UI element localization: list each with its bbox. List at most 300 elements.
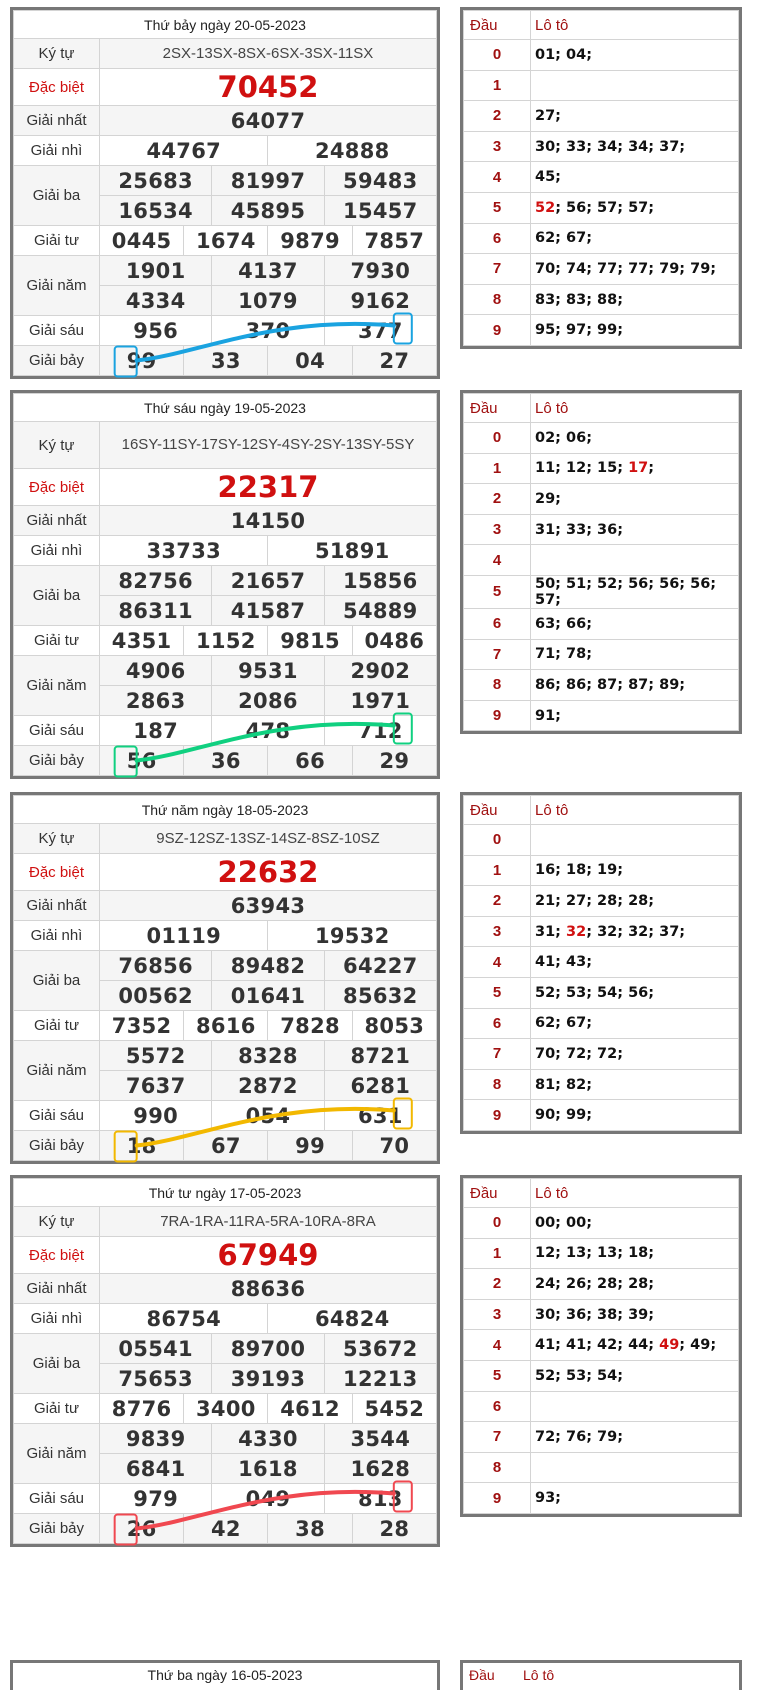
prize-row [14,166,437,196]
dau-digit: 9 [464,1483,531,1514]
dau-digit: 7 [464,1039,531,1070]
loto-numbers: 70; 74; 77; 77; 79; 79; [531,254,739,285]
prize-label: Đặc biệt [14,854,100,891]
prize-number: 27 [352,346,436,376]
prize-row [14,536,437,566]
prize-number: 25683 [100,166,212,196]
prize-number: 979 [100,1484,212,1514]
loto-numbers: 83; 83; 88; [531,284,739,315]
prize-label: Giải ba [14,1334,100,1394]
prize-row [14,716,437,746]
loto-numbers: 12; 13; 13; 18; [531,1238,739,1269]
results-table [10,1175,440,1547]
loto-row [464,1391,739,1422]
prize-label: Giải nhất [14,506,100,536]
loto-numbers: 11; 12; 15; 17; [531,453,739,484]
prize-row [14,1484,437,1514]
prize-number: 88636 [100,1274,437,1304]
prize-number: 7352 [100,1011,184,1041]
loto-row [464,947,739,978]
loto-table [460,792,742,1134]
prize-label: Giải ba [14,951,100,1011]
loto-header [464,1179,739,1208]
dau-digit: 0 [464,1208,531,1239]
prize-number: 01641 [212,981,324,1011]
loto-numbers: 29; [531,484,739,515]
loto-row [464,1008,739,1039]
prize-number: 0486 [352,626,436,656]
special-loto: 17 [628,460,649,477]
prize-row [14,39,437,69]
loto-numbers [531,1452,739,1483]
prize-label: Giải tư [14,226,100,256]
prize-number: 7637 [100,1071,212,1101]
prize-number: 86754 [100,1304,268,1334]
loto-row [464,700,739,731]
prize-label: Giải nhất [14,891,100,921]
prize-row [14,346,437,376]
loto-numbers: 63; 66; [531,608,739,639]
prize-number: 38 [268,1514,352,1544]
prize-number: 9879 [268,226,352,256]
dau-digit: 4 [464,162,531,193]
prize-label: Ký tự [14,824,100,854]
date-row [14,394,437,422]
prize-number: 16534 [100,196,212,226]
dau-digit: 5 [464,977,531,1008]
prize-number: 36 [184,746,268,776]
prize-label: Giải năm [14,1424,100,1484]
loto-numbers: 41; 41; 42; 44; 49; 49; [531,1330,739,1361]
results-table [10,390,440,779]
prize-number: 59483 [324,166,436,196]
dau-digit: 1 [464,453,531,484]
dau-digit: 8 [464,670,531,701]
prize-row [14,656,437,686]
prize-row [14,1514,437,1544]
prize-number: 53672 [324,1334,436,1364]
loto-row [464,886,739,917]
loto-row [464,101,739,132]
prize-number: 45895 [212,196,324,226]
dau-digit: 6 [464,223,531,254]
prize-row [14,1041,437,1071]
dau-digit: 4 [464,545,531,576]
special-loto: 49 [659,1337,680,1354]
ky-tu-code: 2SX-13SX-8SX-6SX-3SX-11SX [100,39,437,69]
loto-row [464,639,739,670]
loto-row [464,223,739,254]
prize-row [14,256,437,286]
loto-numbers: 00; 00; [531,1208,739,1239]
loto-numbers: 30; 33; 34; 34; 37; [531,131,739,162]
prize-number: 33 [184,346,268,376]
prize-label: Giải bảy [14,346,100,376]
loto-row [464,1069,739,1100]
dau-digit: 7 [464,639,531,670]
loto-row [464,977,739,1008]
prize-row [14,1304,437,1334]
loto-table [460,7,742,349]
loto-row [464,484,739,515]
prize-number: 18 [100,1131,184,1161]
dau-header: Đầu [464,1179,531,1208]
loto-row [464,1208,739,1239]
dau-digit: 3 [464,514,531,545]
results-table [10,7,440,379]
prize-number: 9162 [324,286,436,316]
prize-number: 64824 [268,1304,437,1334]
prize-number: 82756 [100,566,212,596]
loto-header-label: Lô tô [531,394,739,423]
loto-numbers: 01; 04; [531,40,739,71]
prize-label: Giải sáu [14,316,100,346]
prize-row [14,854,437,891]
prize-number: 956 [100,316,212,346]
prize-number: 2902 [324,656,436,686]
prize-label: Ký tự [14,422,100,469]
ky-tu-code: 9SZ-12SZ-13SZ-14SZ-8SZ-10SZ [100,824,437,854]
prize-label: Giải tư [14,626,100,656]
prize-label: Giải sáu [14,1484,100,1514]
prize-number: 39193 [212,1364,324,1394]
dau-digit: 8 [464,1452,531,1483]
loto-row [464,131,739,162]
prize-row [14,1274,437,1304]
prize-number: 42 [184,1514,268,1544]
loto-numbers: 30; 36; 38; 39; [531,1299,739,1330]
loto-numbers: 31; 33; 36; [531,514,739,545]
prize-number: 54889 [324,596,436,626]
dau-digit: 0 [464,423,531,454]
loto-numbers: 71; 78; [531,639,739,670]
prize-number: 049 [212,1484,324,1514]
loto-header-label: Lô tô [523,1667,555,1683]
dau-digit: 2 [464,484,531,515]
dau-digit: 0 [464,40,531,71]
loto-numbers: 41; 43; [531,947,739,978]
prize-row [14,1237,437,1274]
prize-number: 1674 [184,226,268,256]
prize-number: 8721 [324,1041,436,1071]
loto-row [464,423,739,454]
dau-header: Đầu [464,796,531,825]
prize-label: Giải nhì [14,136,100,166]
loto-numbers: 52; 53; 54; [531,1360,739,1391]
loto-row [464,315,739,346]
prize-number: 89482 [212,951,324,981]
prize-number: 24888 [268,136,437,166]
prize-number: 1079 [212,286,324,316]
dau-digit: 4 [464,947,531,978]
prize-number: 56 [100,746,184,776]
loto-numbers: 81; 82; [531,1069,739,1100]
dau-digit: 1 [464,70,531,101]
dau-digit: 6 [464,608,531,639]
prize-row [14,136,437,166]
loto-header [464,11,739,40]
prize-number: 12213 [324,1364,436,1394]
loto-numbers: 27; [531,101,739,132]
dau-header: Đầu [469,1667,495,1683]
prize-number: 66 [268,746,352,776]
loto-numbers: 62; 67; [531,223,739,254]
loto-table [460,1175,742,1517]
prize-number: 4137 [212,256,324,286]
loto-row [464,1452,739,1483]
loto-row [464,284,739,315]
loto-numbers [531,545,739,576]
prize-label: Giải bảy [14,1514,100,1544]
prize-label: Đặc biệt [14,1237,100,1274]
prize-number: 4906 [100,656,212,686]
prize-row [14,891,437,921]
prize-number: 05541 [100,1334,212,1364]
loto-row [464,670,739,701]
prize-number: 4612 [268,1394,352,1424]
loto-numbers [531,825,739,856]
prize-number: 6841 [100,1454,212,1484]
prize-number: 29 [352,746,436,776]
prize-number: 14150 [100,506,437,536]
prize-label: Giải tư [14,1394,100,1424]
prize-number: 5572 [100,1041,212,1071]
draw-date: Thứ năm ngày 18-05-2023 [14,796,437,824]
dau-digit: 2 [464,886,531,917]
loto-row [464,514,739,545]
prize-number: 86311 [100,596,212,626]
prize-label: Giải năm [14,256,100,316]
dau-digit: 9 [464,1100,531,1131]
loto-numbers: 31; 32; 32; 32; 37; [531,916,739,947]
prize-number: 04 [268,346,352,376]
prize-number: 9531 [212,656,324,686]
dau-digit: 7 [464,1422,531,1453]
prize-number: 01119 [100,921,268,951]
prize-number: 813 [324,1484,436,1514]
loto-row [464,916,739,947]
prize-number: 054 [212,1101,324,1131]
dau-digit: 0 [464,825,531,856]
prize-number: 7828 [268,1011,352,1041]
dau-digit: 3 [464,131,531,162]
prize-row [14,1334,437,1364]
prize-number: 377 [324,316,436,346]
special-loto: 52 [535,199,556,216]
prize-number: 7857 [352,226,436,256]
dau-digit: 9 [464,315,531,346]
draw-date: Thứ bảy ngày 20-05-2023 [14,11,437,39]
loto-numbers: 52; 53; 54; 56; [531,977,739,1008]
prize-number: 81997 [212,166,324,196]
loto-row [464,162,739,193]
dau-digit: 7 [464,254,531,285]
loto-row [464,1483,739,1514]
dau-digit: 1 [464,1238,531,1269]
prize-number: 1618 [212,1454,324,1484]
prize-number: 33733 [100,536,268,566]
prize-row [14,226,437,256]
loto-numbers: 72; 76; 79; [531,1422,739,1453]
dau-digit: 5 [464,1360,531,1391]
prize-row [14,1101,437,1131]
prize-number: 1628 [324,1454,436,1484]
loto-numbers: 52; 56; 57; 57; [531,192,739,223]
loto-row [464,545,739,576]
prize-number: 64227 [324,951,436,981]
dau-digit: 4 [464,1330,531,1361]
prize-number: 75653 [100,1364,212,1394]
special-prize-number: 22632 [100,854,437,891]
prize-row [14,1394,437,1424]
loto-row [464,1269,739,1300]
prize-label: Giải năm [14,656,100,716]
dau-digit: 2 [464,1269,531,1300]
loto-row [464,1422,739,1453]
loto-header-label: Lô tô [531,796,739,825]
dau-digit: 6 [464,1008,531,1039]
prize-number: 1152 [184,626,268,656]
prize-label: Giải tư [14,1011,100,1041]
loto-numbers: 62; 67; [531,1008,739,1039]
draw-date: Thứ sáu ngày 19-05-2023 [14,394,437,422]
dau-digit: 3 [464,916,531,947]
special-prize-number: 67949 [100,1237,437,1274]
loto-numbers: 95; 97; 99; [531,315,739,346]
prize-row [14,1011,437,1041]
loto-header [464,394,739,423]
prize-number: 1971 [324,686,436,716]
ky-tu-code: 16SY-11SY-17SY-12SY-4SY-2SY-13SY-5SY [100,422,437,469]
prize-number: 99 [268,1131,352,1161]
prize-number: 8328 [212,1041,324,1071]
loto-numbers: 02; 06; [531,423,739,454]
prize-row [14,316,437,346]
dau-digit: 2 [464,101,531,132]
prize-number: 64077 [100,106,437,136]
prize-number: 8053 [352,1011,436,1041]
dau-digit: 6 [464,1391,531,1422]
prize-number: 21657 [212,566,324,596]
loto-row [464,192,739,223]
prize-number: 1901 [100,256,212,286]
loto-numbers: 86; 86; 87; 87; 89; [531,670,739,701]
prize-label: Giải nhì [14,1304,100,1334]
prize-label: Đặc biệt [14,69,100,106]
prize-number: 4334 [100,286,212,316]
loto-row [464,575,739,608]
prize-number: 5452 [352,1394,436,1424]
prize-label: Đặc biệt [14,469,100,506]
loto-numbers [531,1391,739,1422]
dau-digit: 9 [464,700,531,731]
prize-label: Giải nhì [14,921,100,951]
prize-row [14,746,437,776]
loto-row [464,1299,739,1330]
date-row [14,11,437,39]
loto-header-label: Lô tô [531,11,739,40]
loto-row [464,1330,739,1361]
loto-row [464,1360,739,1391]
prize-number: 67 [184,1131,268,1161]
prize-row [14,69,437,106]
prize-number: 990 [100,1101,212,1131]
prize-label: Giải bảy [14,1131,100,1161]
dau-digit: 1 [464,855,531,886]
dau-digit: 8 [464,284,531,315]
prize-label: Giải sáu [14,1101,100,1131]
loto-row [464,1100,739,1131]
prize-number: 70 [352,1131,436,1161]
prize-number: 8776 [100,1394,184,1424]
loto-row [464,1238,739,1269]
prize-row [14,1207,437,1237]
prize-row [14,824,437,854]
prize-number: 0445 [100,226,184,256]
loto-numbers: 93; [531,1483,739,1514]
prize-number: 187 [100,716,212,746]
prize-label: Giải sáu [14,716,100,746]
prize-number: 28 [352,1514,436,1544]
loto-row [464,855,739,886]
prize-row [14,626,437,656]
prize-number: 9839 [100,1424,212,1454]
loto-row [464,40,739,71]
loto-row [464,608,739,639]
prize-number: 712 [324,716,436,746]
dau-digit: 5 [464,192,531,223]
prize-row [14,1424,437,1454]
loto-numbers: 50; 51; 52; 56; 56; 56; 57; [531,575,739,608]
loto-row [464,825,739,856]
date-row [14,1179,437,1207]
ky-tu-code: 7RA-1RA-11RA-5RA-10RA-8RA [100,1207,437,1237]
dau-header: Đầu [464,394,531,423]
loto-row [464,70,739,101]
prize-number: 478 [212,716,324,746]
prize-number: 99 [100,346,184,376]
prize-number: 63943 [100,891,437,921]
prize-number: 3544 [324,1424,436,1454]
prize-label: Ký tự [14,1207,100,1237]
prize-row [14,921,437,951]
prize-row [14,422,437,469]
loto-header-label: Lô tô [531,1179,739,1208]
prize-row [14,469,437,506]
loto-numbers: 70; 72; 72; [531,1039,739,1070]
prize-number: 631 [324,1101,436,1131]
prize-number: 15457 [324,196,436,226]
dau-digit: 3 [464,1299,531,1330]
prize-number: 4351 [100,626,184,656]
prize-number: 19532 [268,921,437,951]
loto-header [464,796,739,825]
prize-row [14,1131,437,1161]
prize-number: 89700 [212,1334,324,1364]
dau-header: Đầu [464,11,531,40]
loto-row [464,453,739,484]
prize-number: 370 [212,316,324,346]
loto-numbers [531,70,739,101]
loto-row [464,254,739,285]
prize-number: 9815 [268,626,352,656]
prize-number: 2086 [212,686,324,716]
loto-numbers: 24; 26; 28; 28; [531,1269,739,1300]
next-results-table-partial [10,1660,440,1690]
prize-number: 2872 [212,1071,324,1101]
prize-number: 00562 [100,981,212,1011]
special-prize-number: 70452 [100,69,437,106]
